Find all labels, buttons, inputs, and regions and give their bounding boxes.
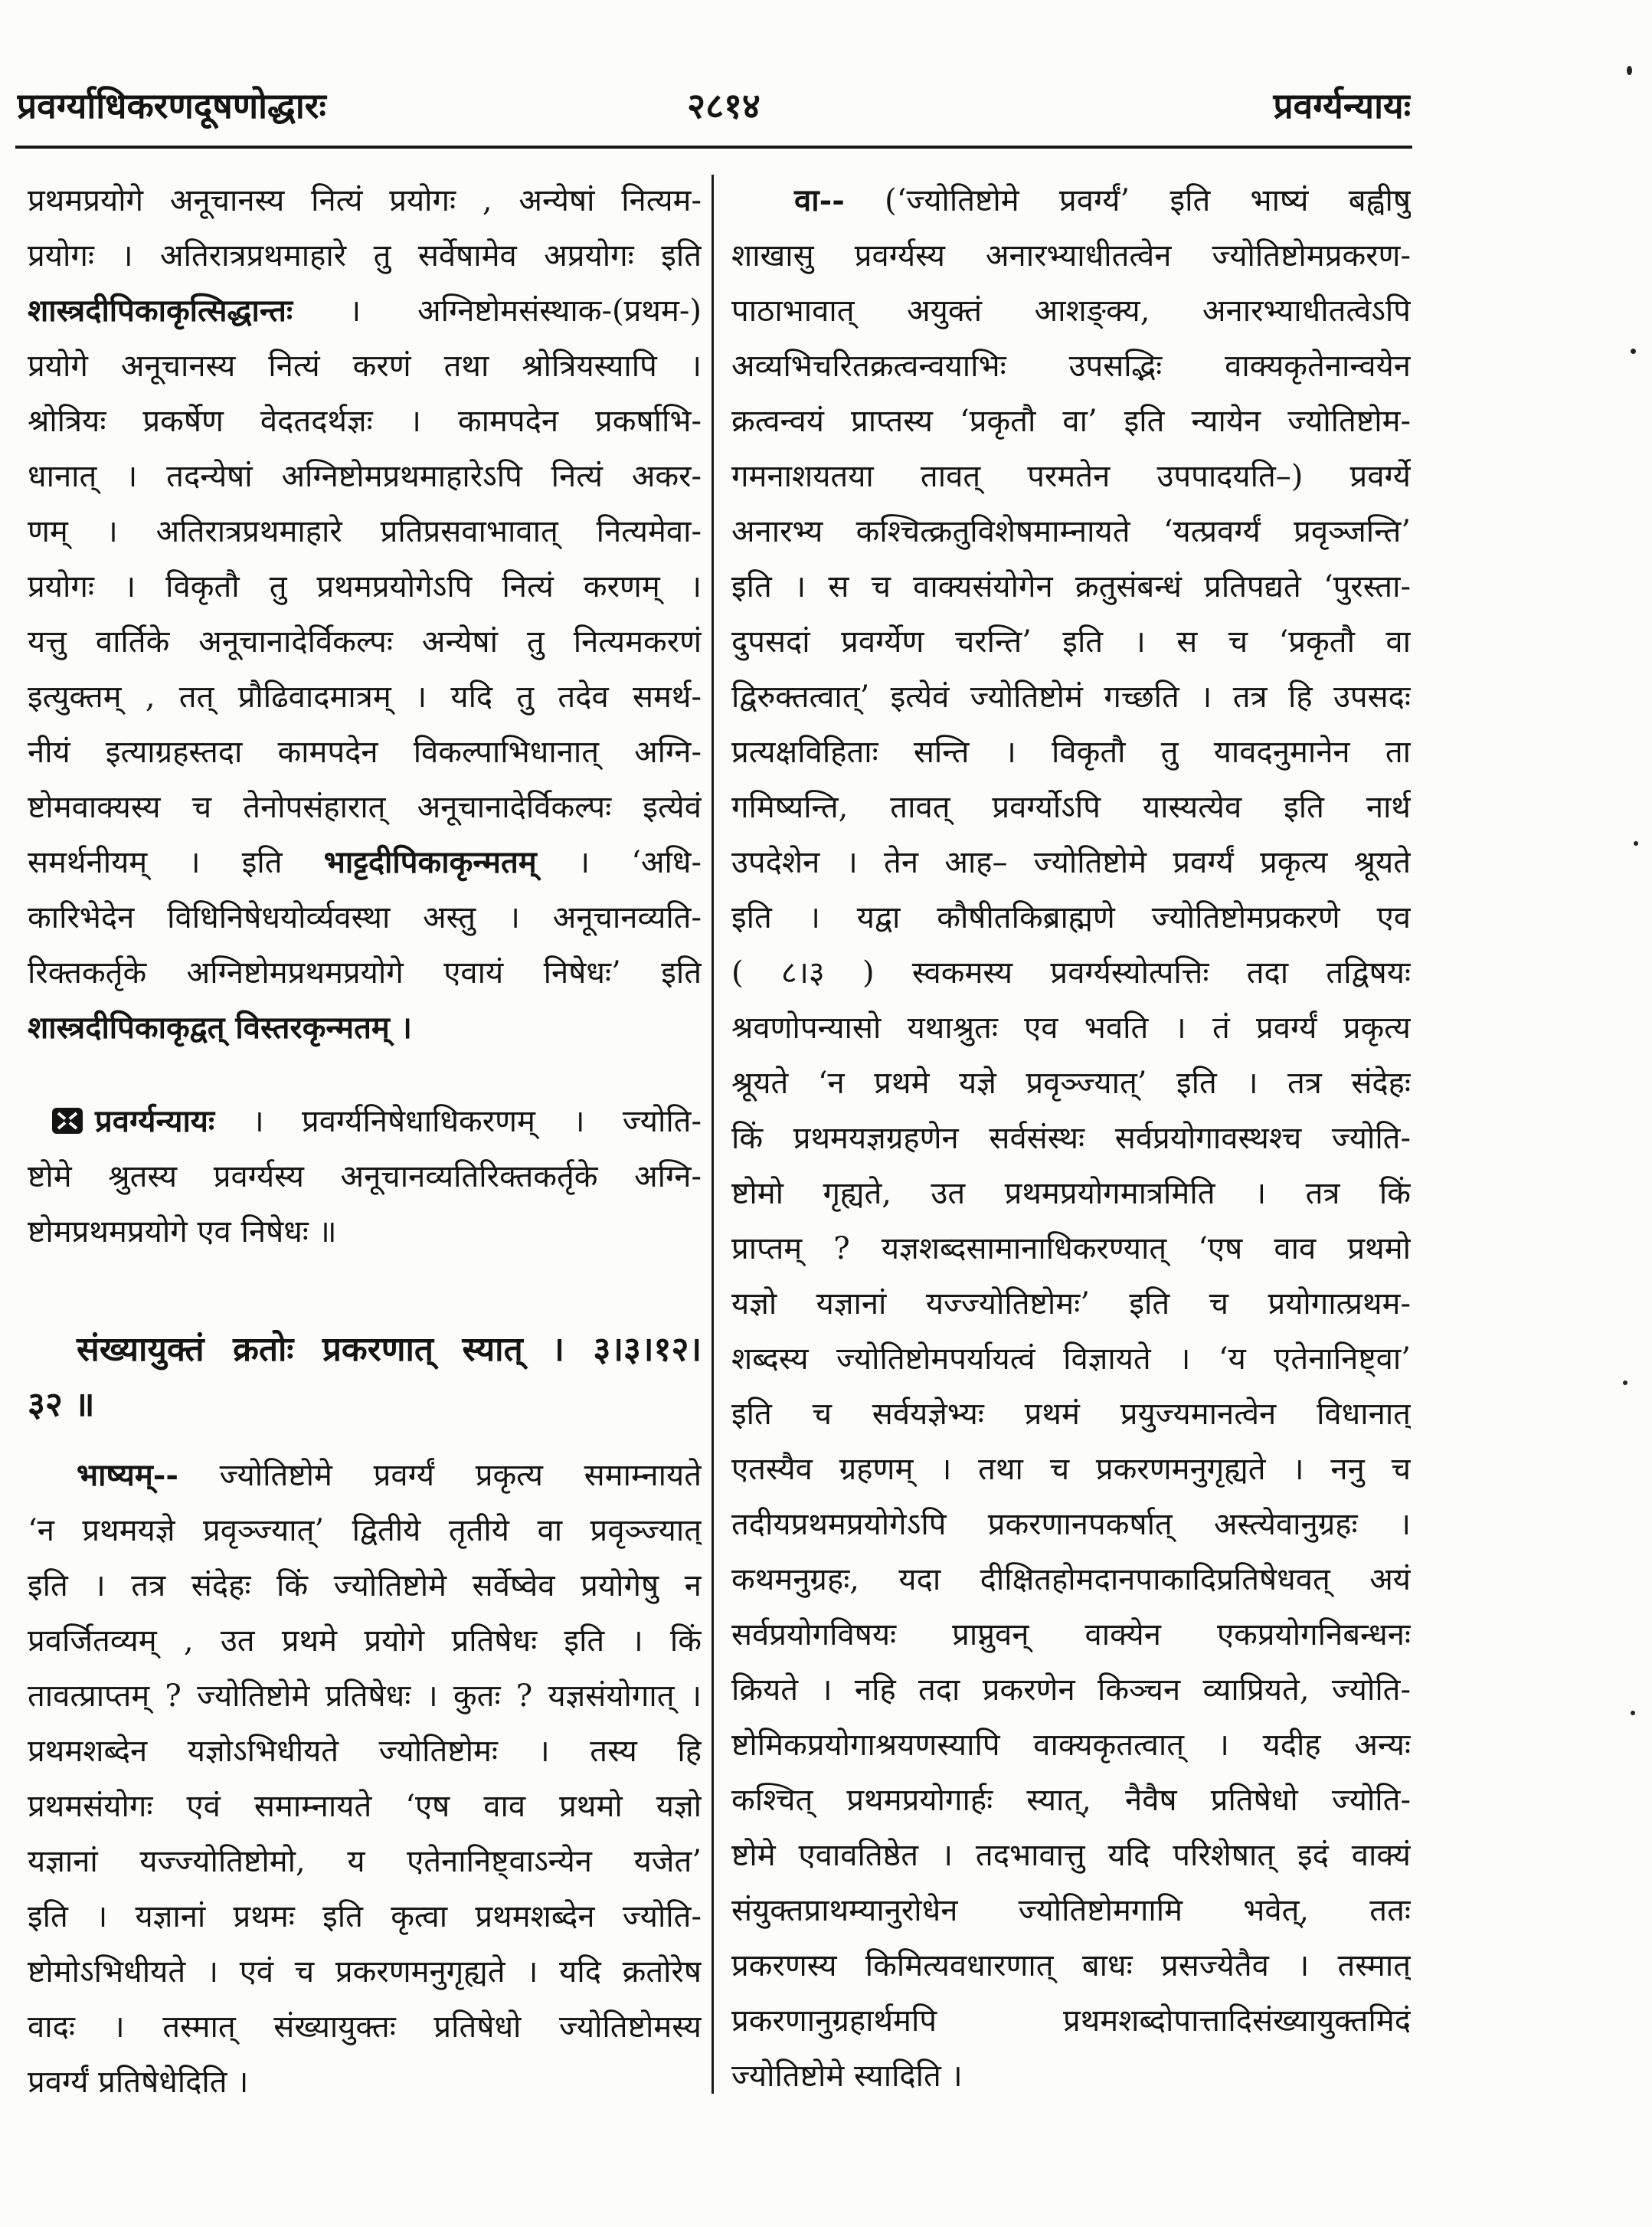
text-line: ष्टोमोऽभिधीयते । एवं च प्रकरणमनुगृह्यते । यदि क्रतोरेष [28,1954,702,1990]
scan-speck [1623,1380,1627,1385]
text-line: इति च सर्वयज्ञेभ्यः प्रथमं प्रयुज्यमानत्वेन विधानात् [731,1397,1411,1432]
bold-citation: शास्त्रदीपिकाकृद्वत् विस्तरकृन्मतम् । [28,1010,412,1046]
text-line: किं प्रथमयज्ञग्रहणेन सर्वसंस्थः सर्वप्रयोगावस्थश्च ज्योति- [731,1121,1411,1156]
text-line: संयुक्तप्राथम्यानुरोधेन ज्योतिष्टोमगामि भवेत्, ततः [731,1893,1411,1928]
running-head-left: प्रवर्ग्याधिकरणदूषणोद्धारः [17,85,326,126]
text-segment: (‘ज्योतिष्टोमे प्रवर्ग्यं’ इति भाष्यं बह्वीषु [844,183,1411,218]
gloss-label: वा-- [794,182,845,218]
text-line: कारिभेदेन विधिनिषेधयोर्व्यवस्था अस्तु । अनूचानव्यति- [28,900,702,935]
column-divider [712,175,714,2094]
text-line: धानात् । तदन्येषां अग्निष्टोमप्रथमाहारेऽपि नित्यं अकर- [28,459,702,494]
text-line: प्रथमप्रयोगे अनूचानस्य नित्यं प्रयोगः , अन्येषां नित्यम- [28,183,702,218]
text-line: तदीयप्रथमप्रयोगेऽपि प्रकरणानपकर्षात् अस्त्येवानुग्रहः । [731,1507,1411,1542]
text-line: शब्दस्य ज्योतिष्टोमपर्यायत्वं विज्ञायते । ‘य एतेनानिष्ट्वा’ [731,1341,1411,1377]
header-rule [15,146,1412,149]
bold-citation: भाट्टदीपिकाकृन्मतम् [323,844,537,880]
adhikarana-summary [28,1094,702,1259]
text-line: ( ८।३ ) स्वकमस्य प्रवर्ग्यस्योत्पत्तिः तदा तद्विषयः [731,955,1411,991]
text-line: प्रयोगे अनूचानस्य नित्यं करणं तथा श्रोत्रियस्यापि । [28,349,702,384]
text-line: कश्चित् प्रथमप्रयोगार्हः स्यात्, नैवैष प्रतिषेधो ज्योति- [731,1783,1411,1818]
text-line: श्रूयते ‘न प्रथमे यज्ञे प्रवृञ्ज्यात्’ इति । तत्र संदेहः [731,1066,1411,1101]
text-line: अव्यभिचरितक्रत्वन्वयाभिः उपसद्भिः वाक्यकृतेनान्वयेन [731,349,1411,384]
text-line: प्रकरणानुग्रहार्थमपि प्रथमशब्दोपात्तादिसंख्यायुक्तमिदं [731,2003,1411,2039]
section-title: प्रवर्ग्यन्यायः [95,1103,215,1139]
text-line [28,835,702,890]
text-line: इत्युक्तम् , तत् प्रौढिवादमात्रम् । यदि तु तदेव समर्थ- [28,680,702,715]
section-ornament-icon [51,1105,84,1136]
text-line: प्रवर्जितव्यम् , उत प्रथमे प्रयोगे प्रतिषेधः इति । किं [28,1623,702,1659]
running-head-right: प्रवर्ग्यन्यायः [1273,85,1411,126]
text-line: वादः । तस्मात् संख्यायुक्तः प्रतिषेधो ज्योतिष्टोमस्य [28,2009,702,2045]
text-line: यत्तु वार्तिके अनूचानादेर्विकल्पः अन्येषां तु नित्यमकरणं [28,624,702,660]
page-number: २८१४ [687,85,761,126]
text-line: ष्टोमवाक्यस्य च तेनोपसंहारात् अनूचानादेर्विकल्पः इत्येवं [28,790,702,825]
text-line [731,173,1411,228]
text-line [28,283,702,339]
text-line: प्रथमशब्देन यज्ञोऽभिधीयते ज्योतिष्टोमः । तस्य हि [28,1734,702,1769]
text-line: उपदेशेन । तेन आह– ज्योतिष्टोमे प्रवर्ग्यं प्रकृत्य श्रूयते [731,845,1411,880]
text-line: द्विरुक्तत्वात्’ इत्येवं ज्योतिष्टोमं गच्छति । तत्र हि उपसदः [731,680,1411,715]
text-line: दुपसदां प्रवर्ग्येण चरन्ति’ इति । स च ‘प्रकृतौ वा [731,624,1411,660]
text-line: ‘न प्रथमयज्ञे प्रवृञ्ज्यात्’ द्वितीये तृतीये वा प्रवृञ्ज्यात् [28,1513,702,1548]
text-line: इति । तत्र संदेहः किं ज्योतिष्टोमे सर्वेष्वेव प्रयोगेषु न [28,1568,702,1603]
text-line: नीयं इत्याग्रहस्तदा कामपदेन विकल्पाभिधानात् अग्नि- [28,735,702,770]
commentary-block [28,173,702,1056]
scan-speck [1627,66,1632,75]
text-line: यज्ञानां यज्ज्योतिष्टोमो, य एतेनानिष्ट्वाऽन्येन यजेत’ [28,1844,702,1879]
text-segment: समर्थनीयम् । इति [28,845,324,880]
scan-speck [1631,1711,1635,1715]
bhashya-label: भाष्यम्-- [77,1457,179,1493]
text-line: गमनाशयतया तावत् परमतेन उपपादयति–) प्रवर्ग्ये [731,459,1411,494]
text-line: इति । यज्ञानां प्रथमः इति कृत्वा प्रथमशब्देन ज्योति- [28,1899,702,1934]
text-line: ष्टोमे श्रुतस्य प्रवर्ग्यस्य अनूचानव्यतिरिक्तकर्तृके अग्नि- [28,1159,702,1194]
scan-speck [1634,841,1638,846]
text-line: ज्योतिष्टोमे स्यादिति । [731,2058,963,2094]
text-line: ष्टोमप्रथमप्रयोगे एव निषेधः ॥ [28,1214,337,1249]
text-line [28,1094,702,1149]
text-line: प्रवर्ग्यं प्रतिषेधेदिति । [28,2065,249,2100]
text-segment: । अग्निष्टोमसंस्थाक-(प्रथम-) [293,293,702,329]
text-segment: । प्रवर्ग्यनिषेधाधिकरणम् । ज्योति- [214,1104,702,1139]
sutra-line: संख्यायुक्तं क्रतोः प्रकरणात् स्यात् । ३।३।१२। [77,1330,702,1369]
text-segment: । ‘अधि- [536,845,702,880]
text-line: पाठाभावात् अयुक्तं आशङ्क्य, अनारभ्याधीतत्वेऽपि [731,293,1411,329]
text-line: क्रत्वन्वयं प्राप्तस्य ‘प्रकृतौ वा’ इति न्यायेन ज्योतिष्टोम- [731,404,1411,439]
text-line: प्रथमसंयोगः एवं समाम्नायते ‘एष वाव प्रथमो यज्ञो [28,1789,702,1824]
text-line [28,1448,702,1503]
right-column [731,173,1411,2134]
text-line: इति । यद्वा कौषीतकिब्राह्मणे ज्योतिष्टोमप्रकरणे एव [731,900,1411,935]
text-line: कथमनुग्रहः, यदा दीक्षितहोमदानपाकादिप्रतिषेधवत् अयं [731,1562,1411,1597]
text-line: अनारभ्य कश्चित्क्रतुविशेषमाम्नायते ‘यत्प्रवर्ग्यं प्रवृञ्जन्ति’ [731,514,1411,549]
text-line: प्रत्यक्षविहिताः सन्ति । विकृतौ तु यावदनुमानेन ता [731,735,1411,770]
text-line: सर्वप्रयोगविषयः प्राप्नुवन् वाक्येन एकप्रयोगनिबन्धनः [731,1617,1411,1652]
text-line: प्राप्तम् ? यज्ञशब्दसामानाधिकरण्यात् ‘एष वाव प्रथमो [731,1231,1411,1266]
bold-citation: शास्त्रदीपिकाकृत्सिद्धान्तः [28,293,293,329]
text-line: प्रकरणस्य किमित्यवधारणात् बाधः प्रसज्येतैव । तस्मात् [731,1948,1411,1983]
text-line: ष्टोमे एवावतिष्ठेत । तदभावात्तु यदि परिशेषात् इदं वाक्यं [731,1838,1411,1873]
text-line: श्रवणोपन्यासो यथाश्रुतः एव भवति । तं प्रवर्ग्यं प्रकृत्य [731,1010,1411,1046]
sutra-line: ३२ ॥ [28,1385,95,1424]
text-line: यज्ञो यज्ञानां यज्ज्योतिष्टोमः’ इति च प्रयोगात्प्रथम- [731,1286,1411,1321]
left-column [28,173,702,2134]
text-line: प्रयोगः । अतिरात्रप्रथमाहारे तु सर्वेषामेव अप्रयोगः इति [28,238,702,273]
text-line: णम् । अतिरात्रप्रथमाहारे प्रतिप्रसवाभावात् नित्यमेवा- [28,514,702,549]
text-line: प्रयोगः । विकृतौ तु प्रथमप्रयोगेऽपि नित्यं करणम् । [28,569,702,604]
text-line: रिक्तकर्तृके अग्निष्टोमप्रथमप्रयोगे एवायं निषेधः’ इति [28,955,702,991]
text-segment: ज्योतिष्टोमे प्रवर्ग्यं प्रकृत्य समाम्नायते [178,1458,702,1493]
text-line: क्रियते । नहि तदा प्रकरणेन किञ्चन व्याप्रियते, ज्योति- [731,1672,1411,1708]
text-line: ष्टोमिकप्रयोगाश्रयणस्यापि वाक्यकृतत्वात् । यदीह अन्यः [731,1728,1411,1763]
text-line: इति । स च वाक्यसंयोगेन क्रतुसंबन्धं प्रतिपद्यते ‘पुरस्ता- [731,569,1411,604]
text-line: एतस्यैव ग्रहणम् । तथा च प्रकरणमनुगृह्यते । ननु च [731,1452,1411,1487]
scan-speck [1631,349,1636,354]
text-line: तावत्प्राप्तम् ? ज्योतिष्टोमे प्रतिषेधः । कुतः ? यज्ञसंयोगात् । [28,1678,702,1714]
text-line: गमिष्यन्ति, तावत् प्रवर्ग्योऽपि यास्यत्येव इति नार्थ [731,790,1411,825]
text-line: ष्टोमो गृह्यते, उत प्रथमप्रयोगमात्रमिति । तत्र किं [731,1176,1411,1211]
text-line: शाखासु प्रवर्ग्यस्य अनारभ्याधीतत्वेन ज्योतिष्टोमप्रकरण- [731,238,1411,273]
bhashya-block [28,1448,702,2110]
sutra-block [28,1322,702,1433]
text-line: श्रोत्रियः प्रकर्षेण वेदतदर्थज्ञः । कामपदेन प्रकर्षाभि- [28,404,702,439]
text-line [28,1001,702,1056]
